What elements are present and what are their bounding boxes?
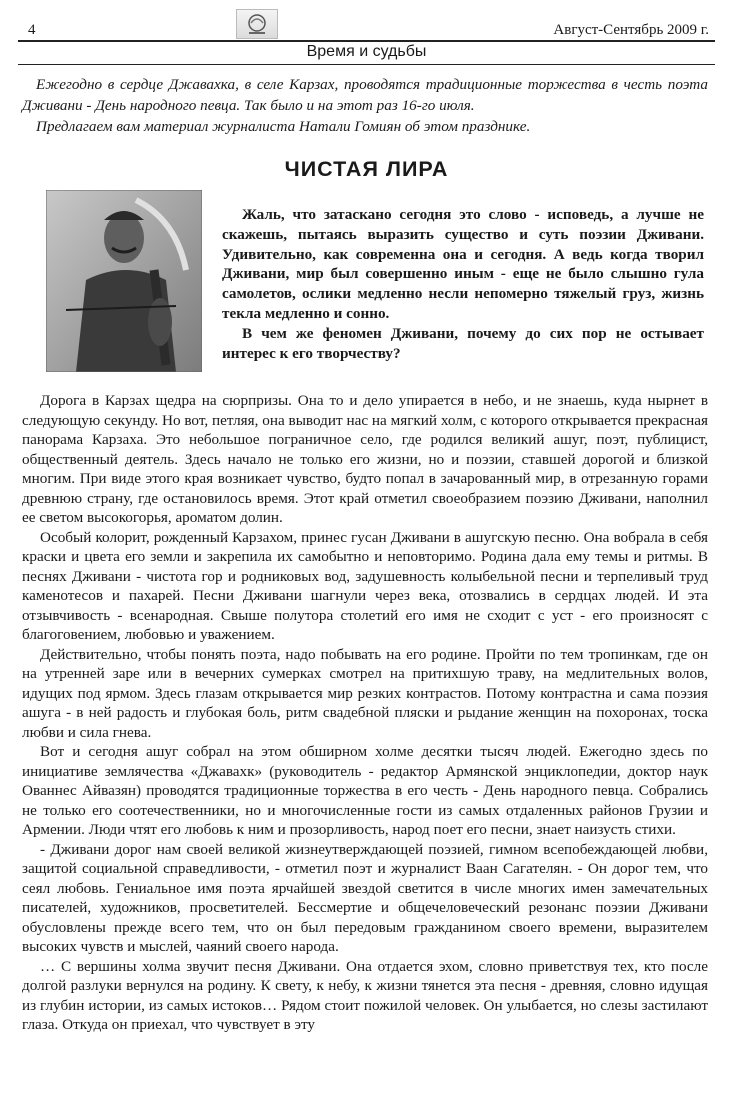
article-body [22,391,708,1035]
body-paragraph: Дорога в Карзах щедра на сюрпризы. Она то и дело упирается в небо, и не знаешь, куда нырнет в следующую секунду. Но вот, петляя, она выводит нас на мягкий холм, с которого открывается прекрасная панорама Карзаха. Это небольшое пограничное село, где родился великий ашуг, поэт, публицист, общественный деятель. Здесь начало не только его жизни, но и поэзии, ставшей дорогой и близкой многим. При виде этого края возникает чувство, будто попал в зачарованный мир, в отрезанную горами древнюю страну, где остановилось время. Этот край отметил своеобразием поэзию Дживани, наполнил ее светом высокогорья, ароматом долин. [22,392,708,526]
intro-paragraph: Предлагаем вам материал журналиста Натали Гомиян об этом празднике. [36,118,531,135]
publisher-emblem-icon [236,9,278,39]
portrait-photo [46,190,202,372]
lead-paragraph: В чем же феномен Дживани, почему до сих пор не остывает интерес к его творчеству? [222,324,704,362]
section-title: Время и судьбы [306,43,427,60]
article-title: ЧИСТАЯ ЛИРА [284,157,449,181]
body-paragraph: Действительно, чтобы понять поэта, надо побывать на его родине. Пройти по тем тропинкам, где он на утренней заре или в вечерних сумерках смотрел на притихшую траву, на медлительных волов, идущих под ярмом. Здесь глазам открывается мир резких контрастов. Потому контрастна и сама поэзия ашуга - в ней радость и глубокая боль, ритм свадебной пляски и рыдание женщин на похоронах, тоска любви и сила гнева. [22,645,708,741]
lead-paragraph: Жаль, что затаскано сегодня это слово - исповедь, а лучше не скажешь, пытаясь выразить существо и суть поэзии Дживани. Удивительно, как современна она и сегодня. А ведь когда творил Дживани, мир был совершенно иным - еще не было слышно гула самолетов, ослики медленно несли непомерно тяжелый груз, жизнь текла медленно и сонно. [222,206,704,322]
intro-block [22,74,708,137]
issue-date: Август-Сентябрь 2009 г. [553,22,709,38]
body-paragraph: Вот и сегодня ашуг собрал на этом обширном холме десятки тысяч людей. Ежегодно здесь по инициативе землячества «Джавахк» (руководитель - редактор Армянской энциклопедии, доктор наук Ованнес Айвазян) проводятся традиционные торжества в его честь - День народного певца. Собрались не только его соотечественники, но и многочисленные гости из самых отдаленных районов Грузии и Армении. Люди чтят его любовь к ним и прозорливость, народ поет его песни, знает наизусть стихи. [22,743,708,838]
article-lead [222,205,704,363]
body-paragraph: … С вершины холма звучит песня Дживани. Она отдается эхом, словно приветствуя тех, кто после долгой разлуки вернулся на родину. К свету, к небу, к жизни тянется эта песня - древняя, словно идущая из глубин истории, из самых истоков… Рядом стоит пожилой человек. Он улыбается, но слезы застилают глаза. Откуда он приехал, что чувствует в эту [22,957,708,1033]
page-number: 4 [28,22,36,38]
body-paragraph: - Дживани дорог нам своей великой жизнеутверждающей поэзией, гимном всепобеждающей любви, защитой социальной справедливости, - отметил поэт и журналист Ваан Сагателян. - Он дорог тем, что сеял любовь. Гениальное имя поэта ярчайшей звездой светится в числе многих имен замечательных писателей, художников, просветителей. Бессмертие и общечеловеческий резонанс поэзии Дживани обусловлены прежде всего тем, что он был передовым гражданином своего времени, выразителем высоких чувств и мыслей, чаяний своего народа. [22,840,708,955]
page-header [18,8,715,42]
body-paragraph: Особый колорит, рожденный Карзахом, принес гусан Дживани в ашугскую песню. Она вобрала в себя краски и цвета его земли и закрепила их самобытно и неповторимо. Родина дала ему темы и ритмы. В песнях Дживани - чистота гор и родниковых вод, задушевность колыбельной песни и терпеливый труд каменотесов и пахарей. Песни Дживани шагнули через века, отозвались в сердцах людей. И эта отзывчивость - всенародная. Свыше полутора столетий его имя не сходит с уст - его произносят с благоговением, любовью и уважением. [22,528,708,643]
header-rule [18,40,715,42]
intro-paragraph: Ежегодно в сердце Джавахка, в селе Карзах, проводятся традиционные торжества в честь поэта Дживани - День народного певца. Так было и на этот раз 16-го июля. [22,76,708,114]
section-rule [18,64,715,65]
